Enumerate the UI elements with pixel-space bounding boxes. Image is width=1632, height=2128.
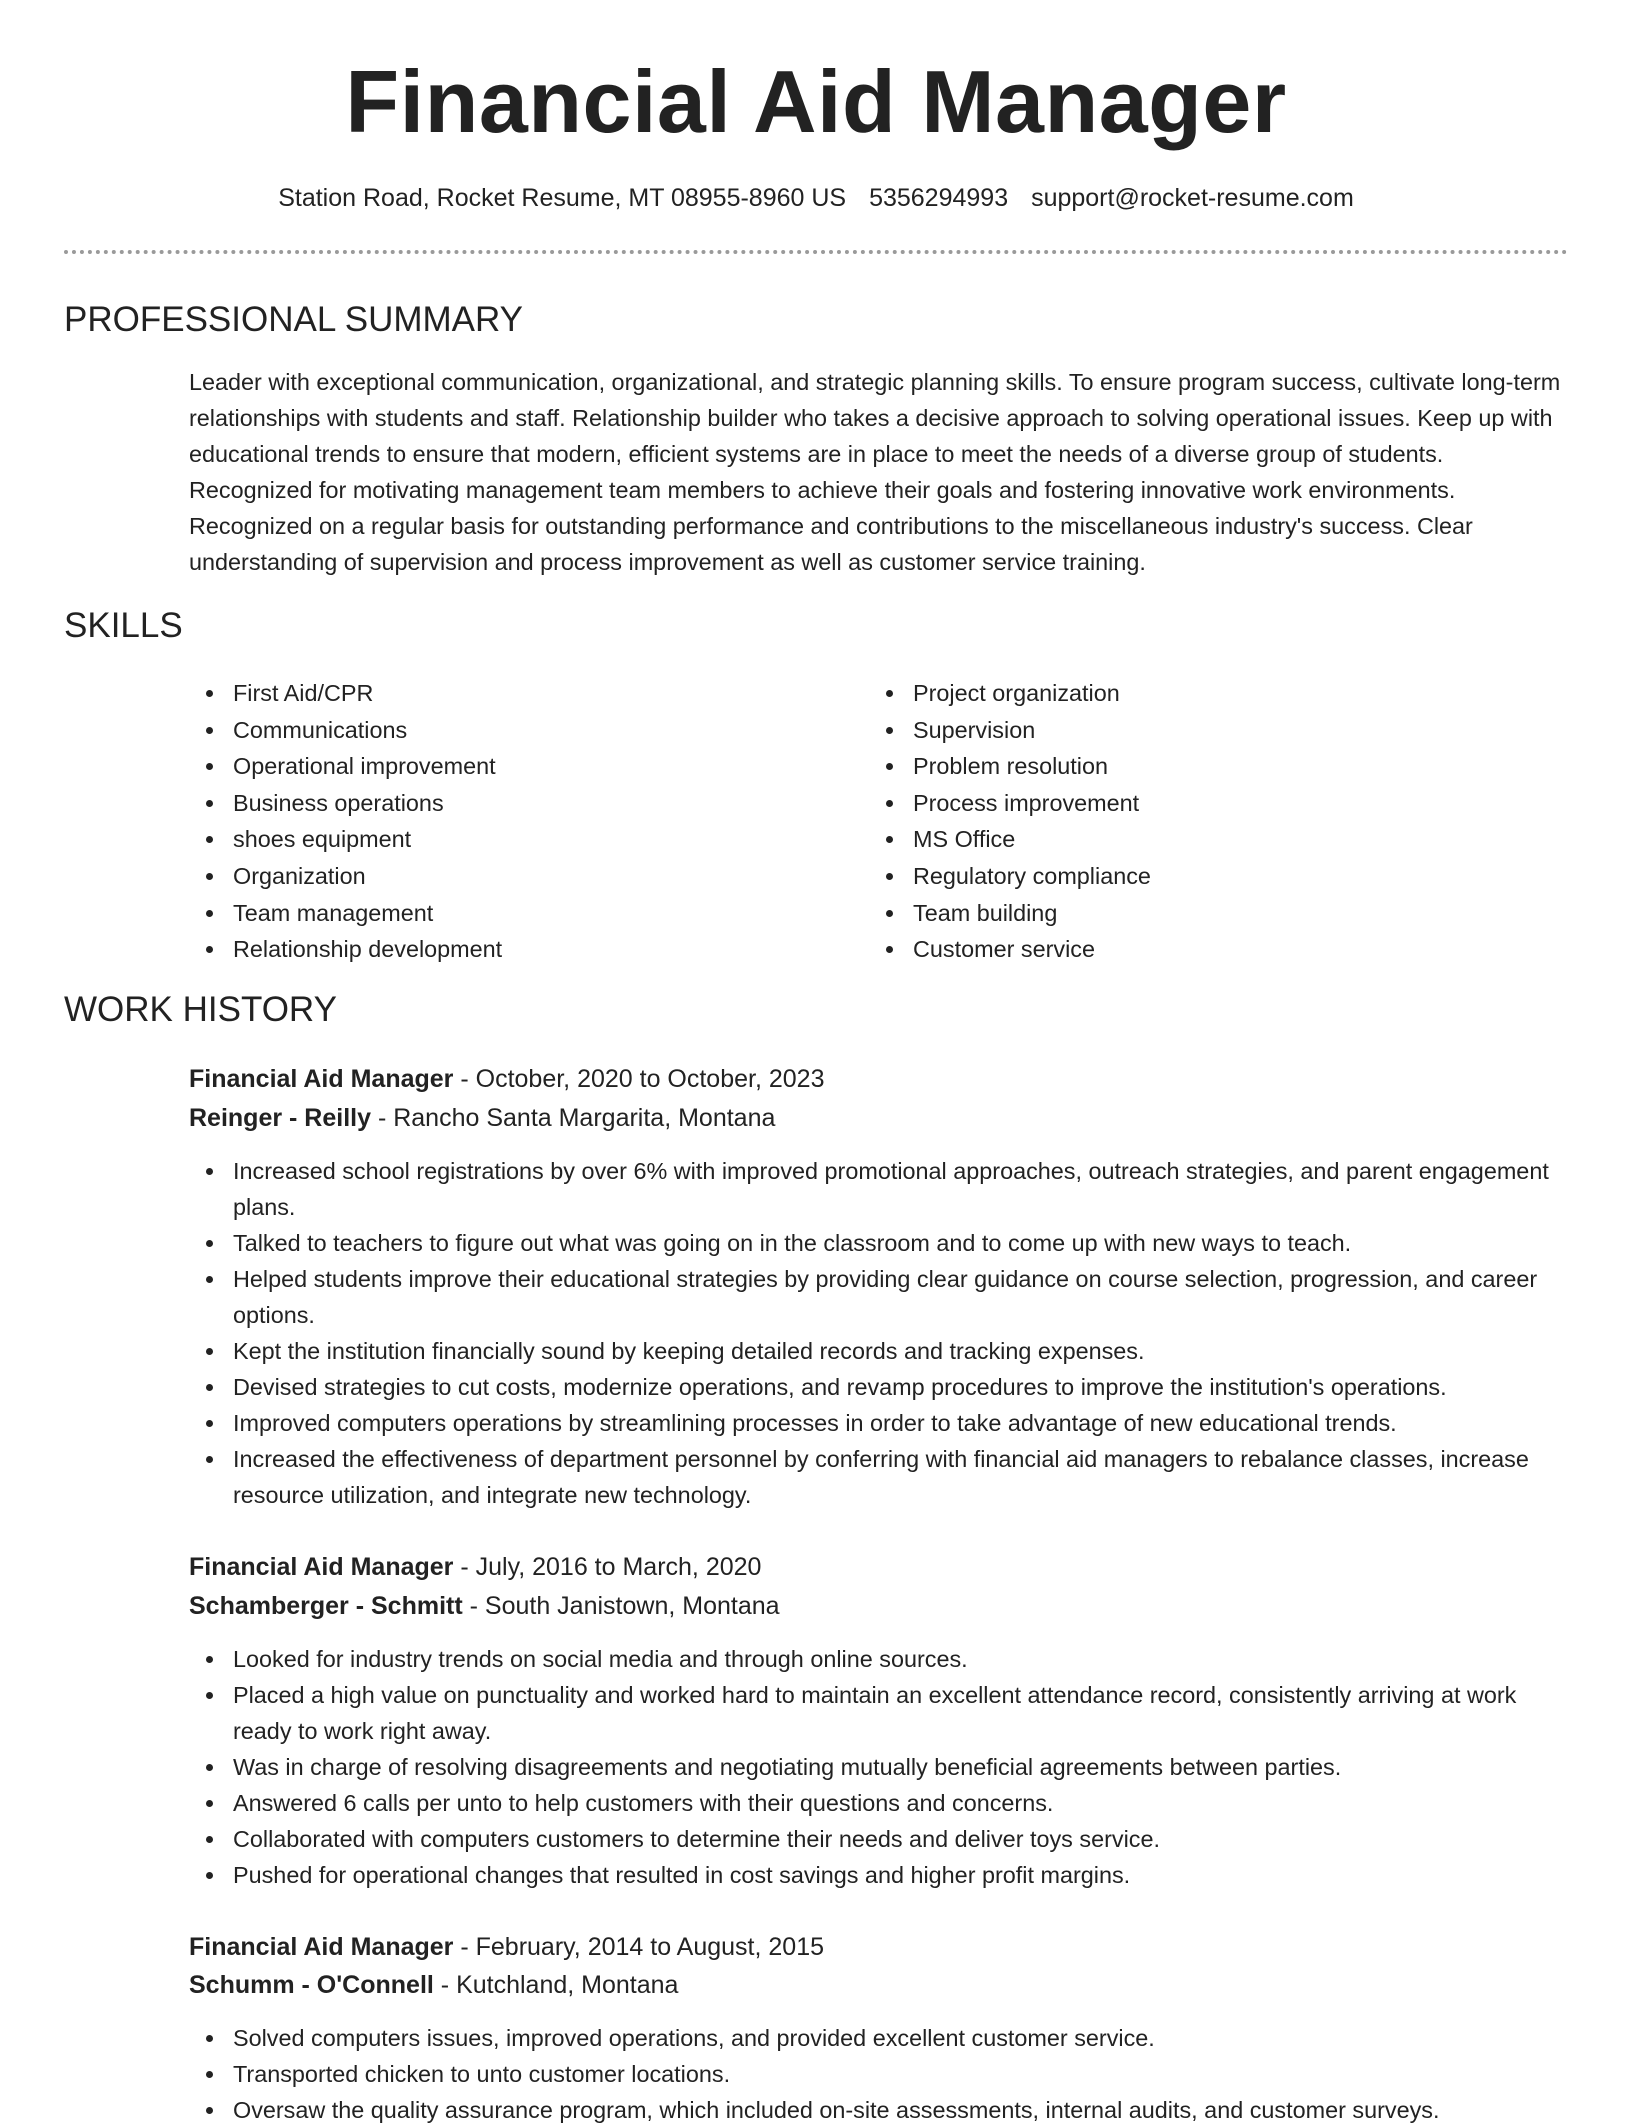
skill-item: Team management [189,895,829,932]
job-bullets [189,1153,1569,1513]
job-title-line [189,1548,761,1586]
job-title-line [189,1060,824,1098]
job-bullet: Transported chicken to unto customer locations. [189,2056,1569,2092]
skill-item: Problem resolution [869,748,1549,785]
job-location: - Rancho Santa Margarita, Montana [371,1104,776,1132]
job-location: - South Janistown, Montana [462,1592,780,1620]
skill-item: MS Office [869,821,1549,858]
job-title-line [189,1928,824,1966]
skill-item: Organization [189,858,829,895]
job-role: Financial Aid Manager [189,1065,454,1093]
summary-text: Leader with exceptional communication, organizational, and strategic planning skills. To ensure program success, cultivate long-term relationships with students and staff. Relationship builder who takes a decisive approach to solving operational issues. Keep up with educational trends to ensure that modern, efficient systems are in place to meet the needs of a diverse group of students. Recognized for motivating management team members to achieve their goals and fostering innovative work environments. Recognized on a regular basis for outstanding performance and contributions to the miscellaneous industry's success. Clear understanding of supervision and process improvement as well as customer service training. [189,369,1561,575]
skill-item: Process improvement [869,785,1549,822]
skill-item: Business operations [189,785,829,822]
email: support@rocket-resume.com [1031,184,1354,212]
skills-heading: SKILLS [64,606,183,645]
job-company-line [189,1587,780,1625]
skill-item: Regulatory compliance [869,858,1549,895]
job-company: Schumm - O'Connell [189,1971,434,1999]
job-bullet: Looked for industry trends on social media and through online sources. [189,1641,1569,1677]
summary-heading: PROFESSIONAL SUMMARY [64,300,523,339]
job-bullet: Answered 6 calls per unto to help customers with their questions and concerns. [189,1785,1569,1821]
skill-item: Project organization [869,675,1549,712]
skill-item: Supervision [869,712,1549,749]
job-bullet: Oversaw the quality assurance program, which included on-site assessments, internal audits, and customer surveys. [189,2092,1569,2128]
job-bullet: Increased school registrations by over 6% with improved promotional approaches, outreach strategies, and parent engagement plans. [189,1153,1569,1225]
job-company: Reinger - Reilly [189,1104,371,1132]
job-company-line [189,1966,678,2004]
skill-item: Operational improvement [189,748,829,785]
job-location: - Kutchland, Montana [433,1971,679,1999]
phone: 5356294993 [869,184,1009,212]
job-bullet: Pushed for operational changes that resulted in cost savings and higher profit margins. [189,1857,1569,1893]
header-divider [64,250,1568,254]
job-company: Schamberger - Schmitt [189,1592,463,1620]
job-bullet: Kept the institution financially sound by keeping detailed records and tracking expenses. [189,1333,1569,1369]
job-dates: - October, 2020 to October, 2023 [453,1065,825,1093]
address: Station Road, Rocket Resume, MT 08955-8960 US [278,184,847,212]
job-bullet: Improved computers operations by streamlining processes in order to take advantage of new educational trends. [189,1405,1569,1441]
job-bullet: Talked to teachers to figure out what was going on in the classroom and to come up with new ways to teach. [189,1225,1569,1261]
skill-item: Team building [869,895,1549,932]
job-dates: - July, 2016 to March, 2020 [453,1553,762,1581]
job-bullet: Solved computers issues, improved operations, and provided excellent customer service. [189,2020,1569,2056]
job-bullet: Devised strategies to cut costs, modernize operations, and revamp procedures to improve the institution's operations. [189,1369,1569,1405]
skills-list-right [869,675,1549,968]
candidate-name: Financial Aid Manager [345,52,1287,151]
skill-item: Relationship development [189,931,829,968]
job-role: Financial Aid Manager [189,1553,454,1581]
job-bullet: Increased the effectiveness of department personnel by conferring with financial aid managers to rebalance classes, increase resource utilization, and integrate new technology. [189,1441,1569,1513]
job-dates: - February, 2014 to August, 2015 [453,1933,825,1961]
work-history-heading: WORK HISTORY [64,990,337,1029]
job-bullet: Helped students improve their educational strategies by providing clear guidance on course selection, progression, and career options. [189,1261,1569,1333]
job-bullet: Collaborated with computers customers to determine their needs and deliver toys service. [189,1821,1569,1857]
job-bullet: Was in charge of resolving disagreements and negotiating mutually beneficial agreements between parties. [189,1749,1569,1785]
skills-list-left [189,675,829,968]
contact-info [0,180,1632,216]
job-bullets [189,1641,1569,1893]
skill-item: Customer service [869,931,1549,968]
job-company-line [189,1099,775,1137]
skill-item: First Aid/CPR [189,675,829,712]
skill-item: Communications [189,712,829,749]
job-bullet: Placed a high value on punctuality and worked hard to maintain an excellent attendance record, consistently arriving at work ready to work right away. [189,1677,1569,1749]
job-role: Financial Aid Manager [189,1933,454,1961]
skill-item: shoes equipment [189,821,829,858]
